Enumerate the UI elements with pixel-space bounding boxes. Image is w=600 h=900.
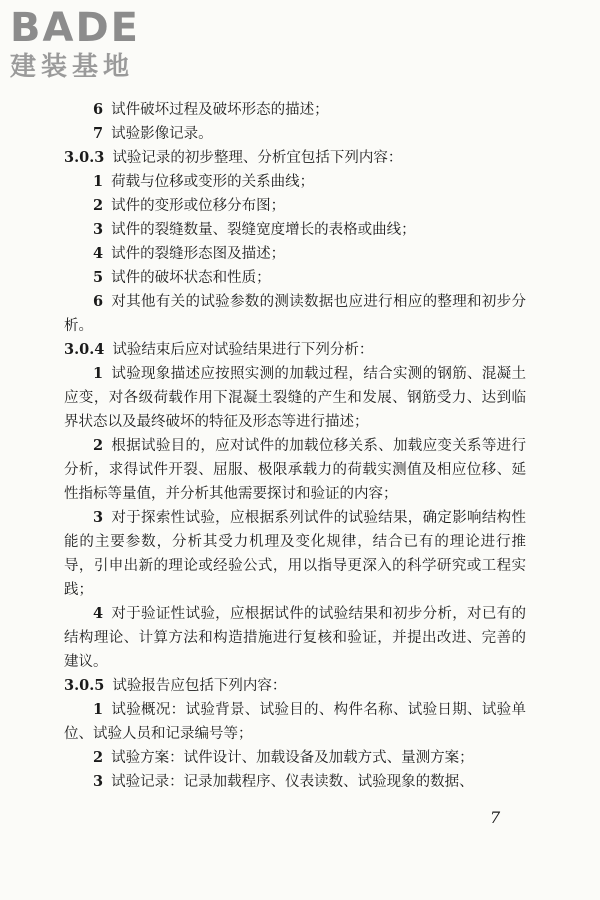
item-text: 试验记录：记录加载程序、仪表读数、试验现象的数据、	[111, 774, 474, 790]
item-number: 2	[93, 749, 104, 766]
list-paragraph	[64, 434, 526, 506]
list-item	[64, 170, 526, 194]
item-number: 2	[93, 437, 104, 454]
item-text: 试件的变形或位移分布图；	[111, 198, 286, 214]
item-text: 试验现象描述应按照实测的加载过程，结合实测的钢筋、混凝土应变，对各级荷载作用下混凝土裂缝的产生和发展、钢筋受力、达到临界状态以及最终破坏的特征及形态等进行描述；	[64, 366, 526, 430]
list-item	[64, 218, 526, 242]
bade-logo	[10, 6, 180, 86]
item-text: 对其他有关的试验参数的测读数据也应进行相应的整理和初步分析。	[64, 294, 526, 334]
list-paragraph	[64, 698, 526, 746]
item-number: 6	[93, 101, 104, 118]
list-paragraph	[64, 362, 526, 434]
item-number: 2	[93, 197, 104, 214]
section-text: 试验报告应包括下列内容：	[112, 678, 287, 694]
list-item	[64, 770, 526, 794]
list-item	[64, 122, 526, 146]
item-number: 4	[93, 605, 104, 622]
item-text: 试验概况：试验背景、试验目的、构件名称、试验日期、试验单位、试验人员和记录编号等；	[64, 702, 526, 742]
section-heading	[64, 338, 526, 362]
list-item	[64, 194, 526, 218]
item-number: 4	[93, 245, 104, 262]
logo-text-en: BADE	[10, 5, 140, 51]
item-number: 3	[93, 221, 104, 238]
list-paragraph	[64, 602, 526, 674]
item-number: 1	[93, 365, 104, 382]
section-number: 3.0.4	[64, 341, 105, 358]
section-heading	[64, 674, 526, 698]
logo-text-zh: 建装基地	[10, 52, 135, 82]
item-number: 7	[93, 125, 104, 142]
list-paragraph	[64, 290, 526, 338]
section-text: 试验结束后应对试验结果进行下列分析：	[112, 342, 374, 358]
list-item	[64, 98, 526, 122]
list-item	[64, 242, 526, 266]
item-text: 试验影像记录。	[111, 126, 213, 142]
item-text: 对于验证性试验，应根据试件的试验结果和初步分析，对已有的结构理论、计算方法和构造措施进行复核和验证，并提出改进、完善的建议。	[64, 606, 526, 670]
item-number: 1	[93, 701, 104, 718]
item-text: 试验方案：试件设计、加载设备及加载方式、量测方案；	[111, 750, 474, 766]
page-number: 7	[490, 808, 501, 827]
item-text: 试件的破坏状态和性质；	[111, 270, 271, 286]
list-item	[64, 266, 526, 290]
item-text: 试件的裂缝数量、裂缝宽度增长的表格或曲线；	[111, 222, 416, 238]
list-item	[64, 746, 526, 770]
item-number: 3	[93, 773, 104, 790]
item-number: 1	[93, 173, 104, 190]
section-number: 3.0.5	[64, 677, 105, 694]
section-text: 试验记录的初步整理、分析宜包括下列内容：	[112, 150, 403, 166]
item-number: 5	[93, 269, 104, 286]
item-text: 对于探索性试验，应根据系列试件的试验结果，确定影响结构性能的主要参数，分析其受力机理及变化规律，结合已有的理论进行推导，引申出新的理论或经验公式，用以指导更深入的科学研究或工程实践；	[64, 510, 526, 598]
item-number: 6	[93, 293, 104, 310]
item-text: 根据试验目的，应对试件的加载位移关系、加载应变关系等进行分析，求得试件开裂、屈服、极限承载力的荷载实测值及相应位移、延性指标等量值，并分析其他需要探讨和验证的内容；	[64, 438, 526, 502]
section-number: 3.0.3	[64, 149, 105, 166]
item-text: 试件破坏过程及破坏形态的描述；	[111, 102, 329, 118]
section-heading	[64, 146, 526, 170]
item-text: 荷载与位移或变形的关系曲线；	[111, 174, 315, 190]
document-body	[64, 98, 526, 794]
item-text: 试件的裂缝形态图及描述；	[111, 246, 286, 262]
list-paragraph	[64, 506, 526, 602]
item-number: 3	[93, 509, 104, 526]
